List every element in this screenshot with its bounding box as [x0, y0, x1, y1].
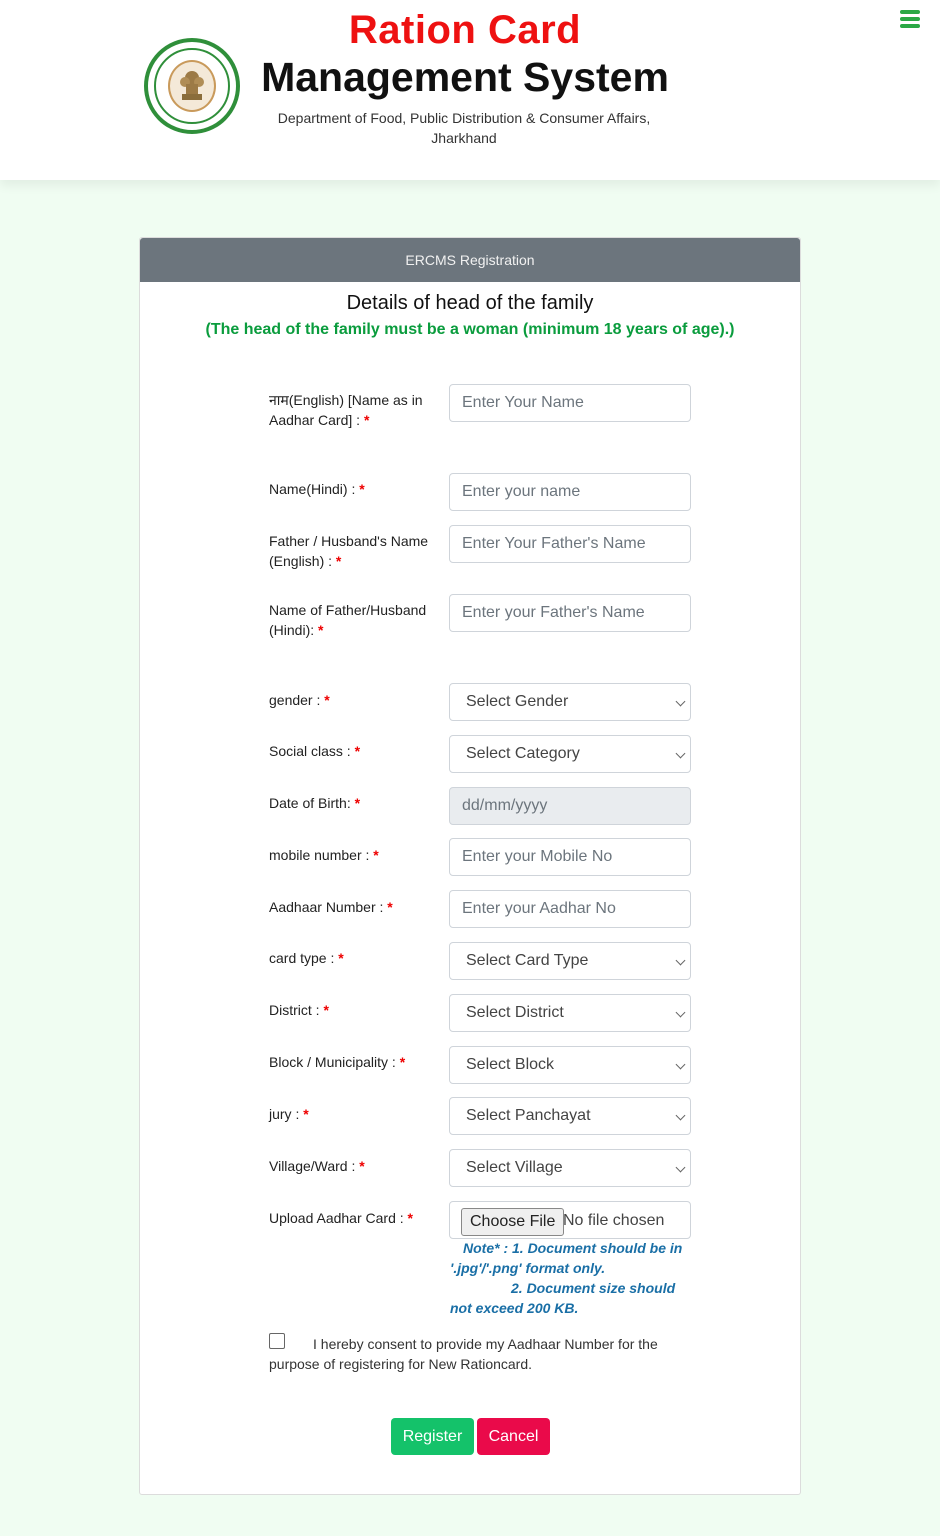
jury-label: jury : * — [269, 1106, 309, 1122]
father-name-hindi-label: Name of Father/Husband (Hindi): * — [269, 602, 427, 638]
district-select[interactable]: Select District — [449, 994, 691, 1032]
cancel-button[interactable]: Cancel — [477, 1418, 550, 1455]
register-button[interactable]: Register — [391, 1418, 474, 1455]
department-name: Department of Food, Public Distribution & Consumer Affairs, Jharkhand — [277, 110, 651, 146]
chevron-down-icon — [676, 1163, 686, 1173]
mobile-input[interactable] — [449, 838, 691, 876]
form-title: Details of head of the family — [346, 292, 594, 314]
upload-note — [450, 1238, 700, 1318]
site-header — [0, 0, 940, 180]
block-select[interactable]: Select Block — [449, 1046, 691, 1084]
social-class-select[interactable]: Select Category — [449, 735, 691, 773]
name-english-label: नाम(English) [Name as in Aadhar Card] : * — [269, 392, 423, 428]
card-type-label: card type : * — [269, 950, 344, 966]
upload-aadhar-label: Upload Aadhar Card : * — [269, 1210, 413, 1226]
upload-aadhar-input[interactable] — [449, 1201, 691, 1239]
choose-file-button[interactable]: Choose File — [461, 1208, 564, 1236]
upload-note-line1: Note* : 1. Document should be in '.jpg'/'.png' format only. — [450, 1240, 683, 1276]
mobile-label: mobile number : * — [269, 847, 379, 863]
chevron-down-icon — [676, 956, 686, 966]
village-label: Village/Ward : * — [269, 1158, 365, 1174]
upload-note-line2: 2. Document size should not exceed 200 KB. — [450, 1280, 676, 1316]
chevron-down-icon — [676, 697, 686, 707]
chevron-down-icon — [676, 1111, 686, 1121]
dob-label: Date of Birth: * — [269, 795, 361, 811]
form-subtitle: (The head of the family must be a woman (minimum 18 years of age).) — [205, 321, 735, 338]
gender-select[interactable]: Select Gender — [449, 683, 691, 721]
site-title-line2: Management System — [261, 54, 669, 100]
registration-card — [139, 237, 801, 1495]
village-select[interactable]: Select Village — [449, 1149, 691, 1187]
father-name-english-input[interactable] — [449, 525, 691, 563]
site-title-line1: Ration Card — [348, 8, 582, 52]
consent-text: I hereby consent to provide my Aadhaar Number for the purpose of registering for New Rationcard. — [269, 1336, 658, 1372]
father-name-hindi-input[interactable] — [449, 594, 691, 632]
file-status: No file chosen — [563, 1212, 665, 1229]
block-label: Block / Municipality : * — [269, 1054, 406, 1070]
name-hindi-input[interactable] — [449, 473, 691, 511]
father-name-english-label: Father / Husband's Name (English) : * — [269, 533, 429, 569]
chevron-down-icon — [676, 749, 686, 759]
dob-input[interactable] — [449, 787, 691, 825]
chevron-down-icon — [676, 1060, 686, 1070]
name-english-input[interactable] — [449, 384, 691, 422]
gender-label: gender : * — [269, 692, 330, 708]
aadhaar-label: Aadhaar Number : * — [269, 899, 393, 915]
card-type-select[interactable]: Select Card Type — [449, 942, 691, 980]
card-header: ERCMS Registration — [140, 238, 800, 282]
aadhaar-input[interactable] — [449, 890, 691, 928]
district-label: District : * — [269, 1002, 329, 1018]
social-class-label: Social class : * — [269, 743, 361, 759]
hamburger-menu-icon[interactable] — [900, 10, 920, 28]
panchayat-select[interactable]: Select Panchayat — [449, 1097, 691, 1135]
chevron-down-icon — [676, 1008, 686, 1018]
name-hindi-label: Name(Hindi) : * — [269, 481, 365, 497]
